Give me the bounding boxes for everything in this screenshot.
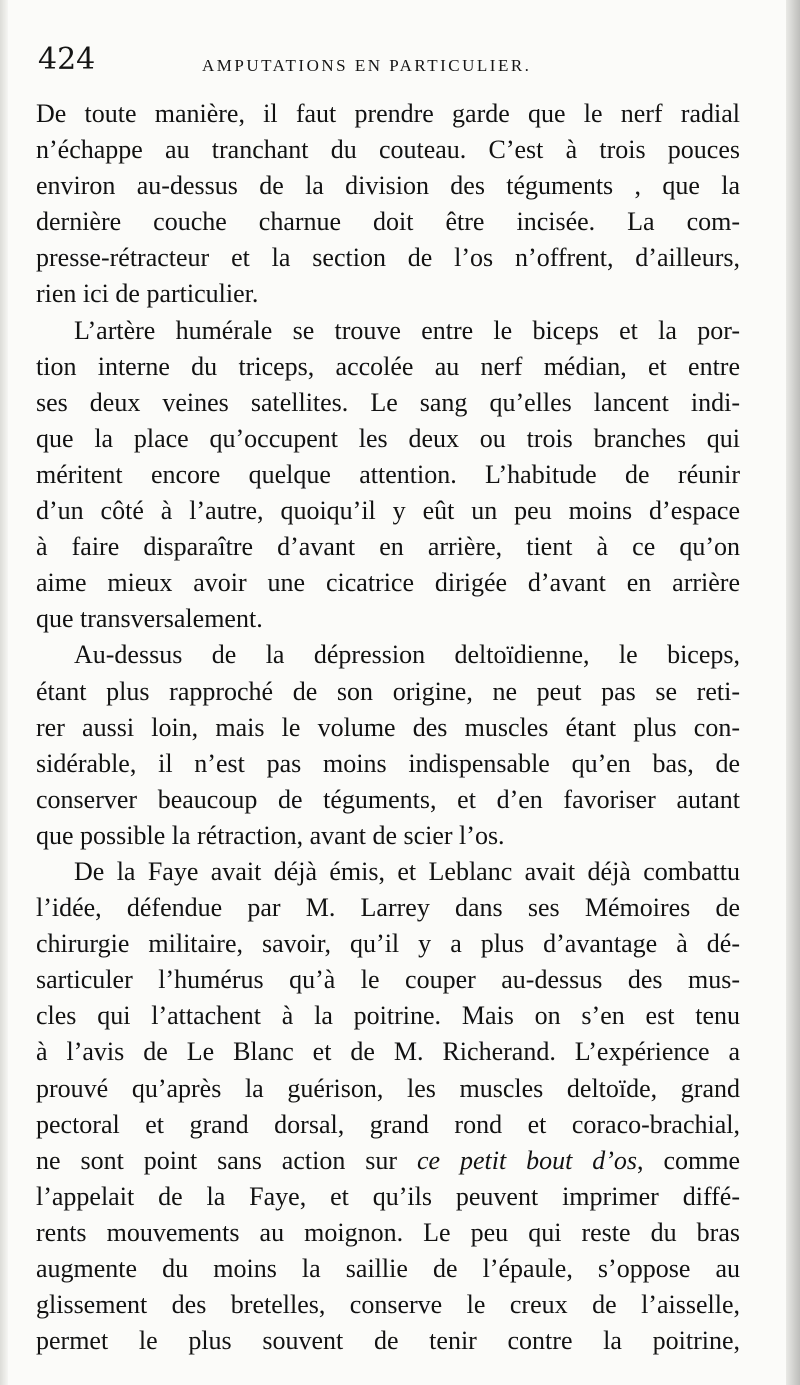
page-number: 424 (38, 42, 96, 77)
text-line: tion interne du triceps, accolée au nerf médian, et entre (36, 351, 740, 381)
text-line: Au-dessus de la dépression deltoïdienne, le biceps, (74, 640, 740, 670)
text-line: De la Faye avait déjà émis, et Leblanc avait déjà combattu (74, 856, 740, 886)
text-line: rer aussi loin, mais le volume des muscles étant plus con- (36, 712, 740, 742)
text-line: d’un côté à l’autre, quoiqu’il y eût un peu moins d’espace (36, 496, 740, 526)
text-line: l’appelait de la Faye, et qu’ils peuvent imprimer diffé- (36, 1181, 740, 1211)
text-line: chirurgie militaire, savoir, qu’il y a plus d’avantage à dé- (36, 929, 740, 959)
text-line: à l’avis de Le Blanc et de M. Richerand. L’expérience a (36, 1037, 740, 1067)
text-line: étant plus rapproché de son origine, ne peut pas se reti- (36, 676, 740, 706)
text-line: n’échappe au tranchant du couteau. C’est à trois pouces (36, 135, 740, 165)
text-line: De toute manière, il faut prendre garde que le nerf radial (36, 99, 740, 128)
scan-left-edge (0, 0, 8, 1385)
running-title: AMPUTATIONS EN PARTICULIER. (202, 56, 532, 75)
text-line: rien ici de particulier. (36, 279, 259, 309)
text-line: augmente du moins la saillie de l’épaule, s’oppose au (36, 1254, 740, 1283)
text-line: prouvé qu’après la guérison, les muscles deltoïde, grand (36, 1073, 740, 1103)
text-line: cles qui l’attachent à la poitrine. Mais on s’en est tenu (36, 1001, 740, 1031)
text-line: que transversalement. (36, 604, 263, 634)
text-line: L’artère humérale se trouve entre le biceps et la por- (74, 315, 740, 345)
text-line: conserver beaucoup de téguments, et d’en favoriser autant (36, 784, 740, 814)
text-line: que possible la rétraction, avant de scier l’os. (36, 820, 505, 850)
text-line: ses deux veines satellites. Le sang qu’elles lancent indi- (36, 387, 740, 417)
text-line: que la place qu’occupent les deux ou trois branches qui (36, 423, 740, 453)
text-line: presse-rétracteur et la section de l’os n’offrent, d’ailleurs, (36, 243, 740, 273)
text-line: aime mieux avoir une cicatrice dirigée d’avant en arrière (36, 568, 740, 598)
text-line: sidérable, il n’est pas moins indispensable qu’en bas, de (36, 748, 740, 778)
text-line: sarticuler l’humérus qu’à le couper au-dessus des mus- (36, 965, 740, 995)
text-line: environ au-dessus de la division des téguments , que la (36, 171, 740, 201)
text-line: dernière couche charnue doit être incisée. La com- (36, 207, 740, 237)
text-line: méritent encore quelque attention. L’habitude de réunir (36, 459, 740, 489)
text-segment: ne sont point sans action sur (36, 1145, 417, 1175)
text-line: à faire disparaître d’avant en arrière, tient à ce qu’on (36, 532, 740, 562)
scan-right-edge (786, 0, 800, 1385)
italic-phrase: ce petit bout d’os (416, 1145, 638, 1175)
text-line: glissement des bretelles, conserve le creux de l’aisselle, (36, 1290, 740, 1320)
text-line: rents mouvements au moignon. Le peu qui reste du bras (36, 1217, 740, 1247)
page-header (38, 40, 758, 90)
text-line: pectoral et grand dorsal, grand rond et coraco-brachial, (36, 1109, 740, 1139)
text-line: l’idée, défendue par M. Larrey dans ses Mémoires de (36, 893, 740, 923)
text-segment: , comme (637, 1145, 740, 1175)
body-text (36, 96, 740, 1359)
text-line (36, 1143, 740, 1179)
text-line: permet le plus souvent de tenir contre la poitrine, (36, 1326, 740, 1356)
